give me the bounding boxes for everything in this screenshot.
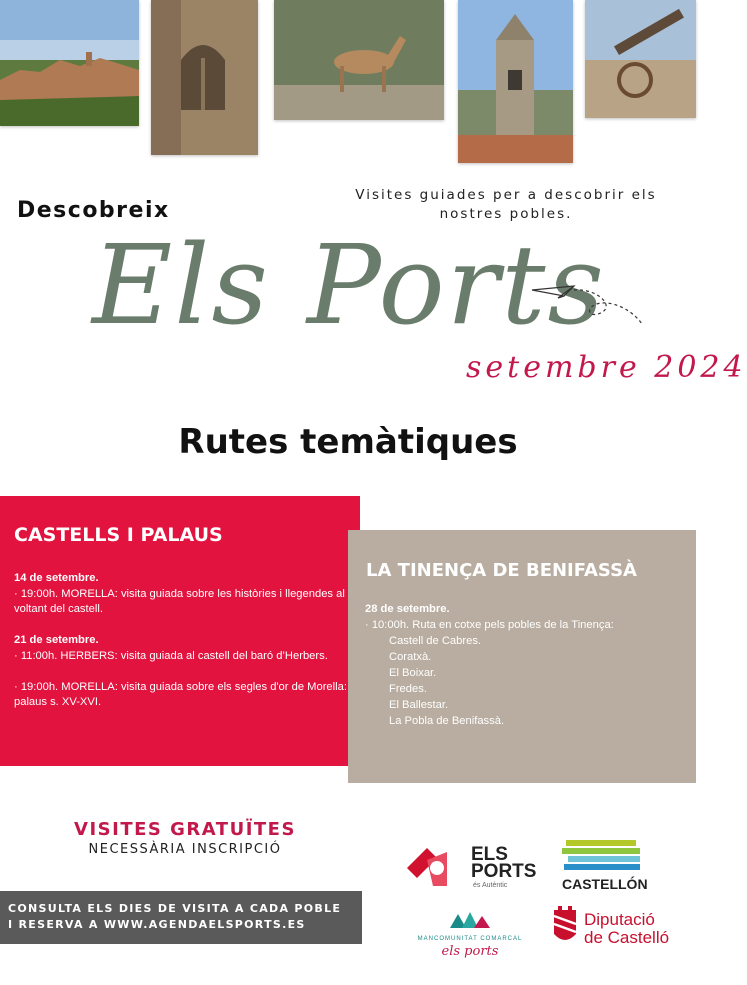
diputacio-logo: [552, 906, 677, 951]
event-text: · 10:00h. Ruta en cotxe pels pobles de la Tinença:: [365, 619, 614, 631]
free-visits-label: VISITES GRATUÏTES: [74, 819, 296, 840]
cannon-photo: [585, 0, 696, 118]
mancomunitat-logo-line-2: els ports: [441, 944, 499, 959]
els-ports-logo-sub: és Autèntic: [473, 882, 508, 889]
booking-line-2: I RESERVA A WWW.AGENDAELSPORTS.ES: [8, 918, 306, 931]
castellon-logo: [560, 838, 648, 893]
tagline: [348, 186, 664, 224]
month-label: setembre 2024: [466, 350, 747, 385]
tinenca-route-events: [365, 601, 685, 729]
event-text: · 11:00h. HERBERS: visita guiada al castell del baró d’Herbers.: [14, 649, 328, 662]
event-date: 14 de setembre.: [14, 572, 99, 584]
paper-plane-icon: [528, 268, 648, 328]
village-photo: [0, 0, 139, 126]
village-item: La Pobla de Benifassà.: [389, 715, 505, 727]
registration-label: NECESSÀRIA INSCRIPCIÓ: [88, 842, 282, 857]
village-item: Coratxà.: [389, 651, 432, 663]
event-date: 21 de setembre.: [14, 634, 99, 646]
village-item: El Ballestar.: [389, 699, 449, 711]
castellon-stripes-icon: [560, 838, 648, 876]
els-ports-logo-line-2: PORTS: [471, 861, 537, 882]
diputacio-shield-icon: [552, 906, 578, 948]
castles-route-box: [0, 496, 360, 766]
castellon-logo-text: CASTELLÓN: [562, 876, 648, 892]
els-ports-logo-line-1: ELS: [471, 844, 508, 865]
tagline-line-2: nostres pobles.: [439, 206, 573, 222]
event-text: · 19:00h. MORELLA: visita guiada sobre els segles d'or de Morella: palaus s. XV-XVI.: [14, 680, 347, 708]
village-item: El Boixar.: [389, 667, 437, 679]
castles-route-title: CASTELLS I PALAUS: [14, 524, 223, 546]
tinenca-route-title: LA TINENÇA DE BENIFASSÀ: [366, 560, 637, 581]
tagline-line-1: Visites guiades per a descobrir els: [355, 187, 657, 203]
village-item: Castell de Cabres.: [389, 635, 482, 647]
discover-heading: Descobreix: [17, 198, 170, 223]
section-title: Rutes temàtiques: [178, 422, 518, 462]
mancomunitat-logo: [410, 908, 530, 958]
diputacio-logo-line-1: Diputació: [584, 910, 655, 929]
booking-line-1: CONSULTA ELS DIES DE VISITA A CADA POBLE: [8, 902, 342, 915]
main-title: Els Ports: [92, 221, 606, 349]
diputacio-logo-line-2: de Castelló: [584, 928, 670, 947]
village-item: Fredes.: [389, 683, 427, 695]
tinenca-route-box: [348, 530, 696, 783]
tower-photo: [458, 0, 573, 163]
booking-info-bar: [0, 891, 362, 944]
event-date: 28 de setembre.: [365, 603, 450, 615]
els-ports-mark-icon: [403, 842, 463, 892]
castles-route-events: [14, 571, 350, 711]
mancomunitat-logo-line-1: MANCOMUNITAT COMARCAL: [417, 936, 523, 942]
window-photo: [151, 0, 258, 155]
ibex-photo: [274, 0, 444, 120]
els-ports-logo: [403, 842, 538, 892]
mancomunitat-mark-icon: [410, 908, 530, 934]
event-text: · 19:00h. MORELLA: visita guiada sobre les històries i llegendes al voltant del castell.: [14, 587, 345, 615]
